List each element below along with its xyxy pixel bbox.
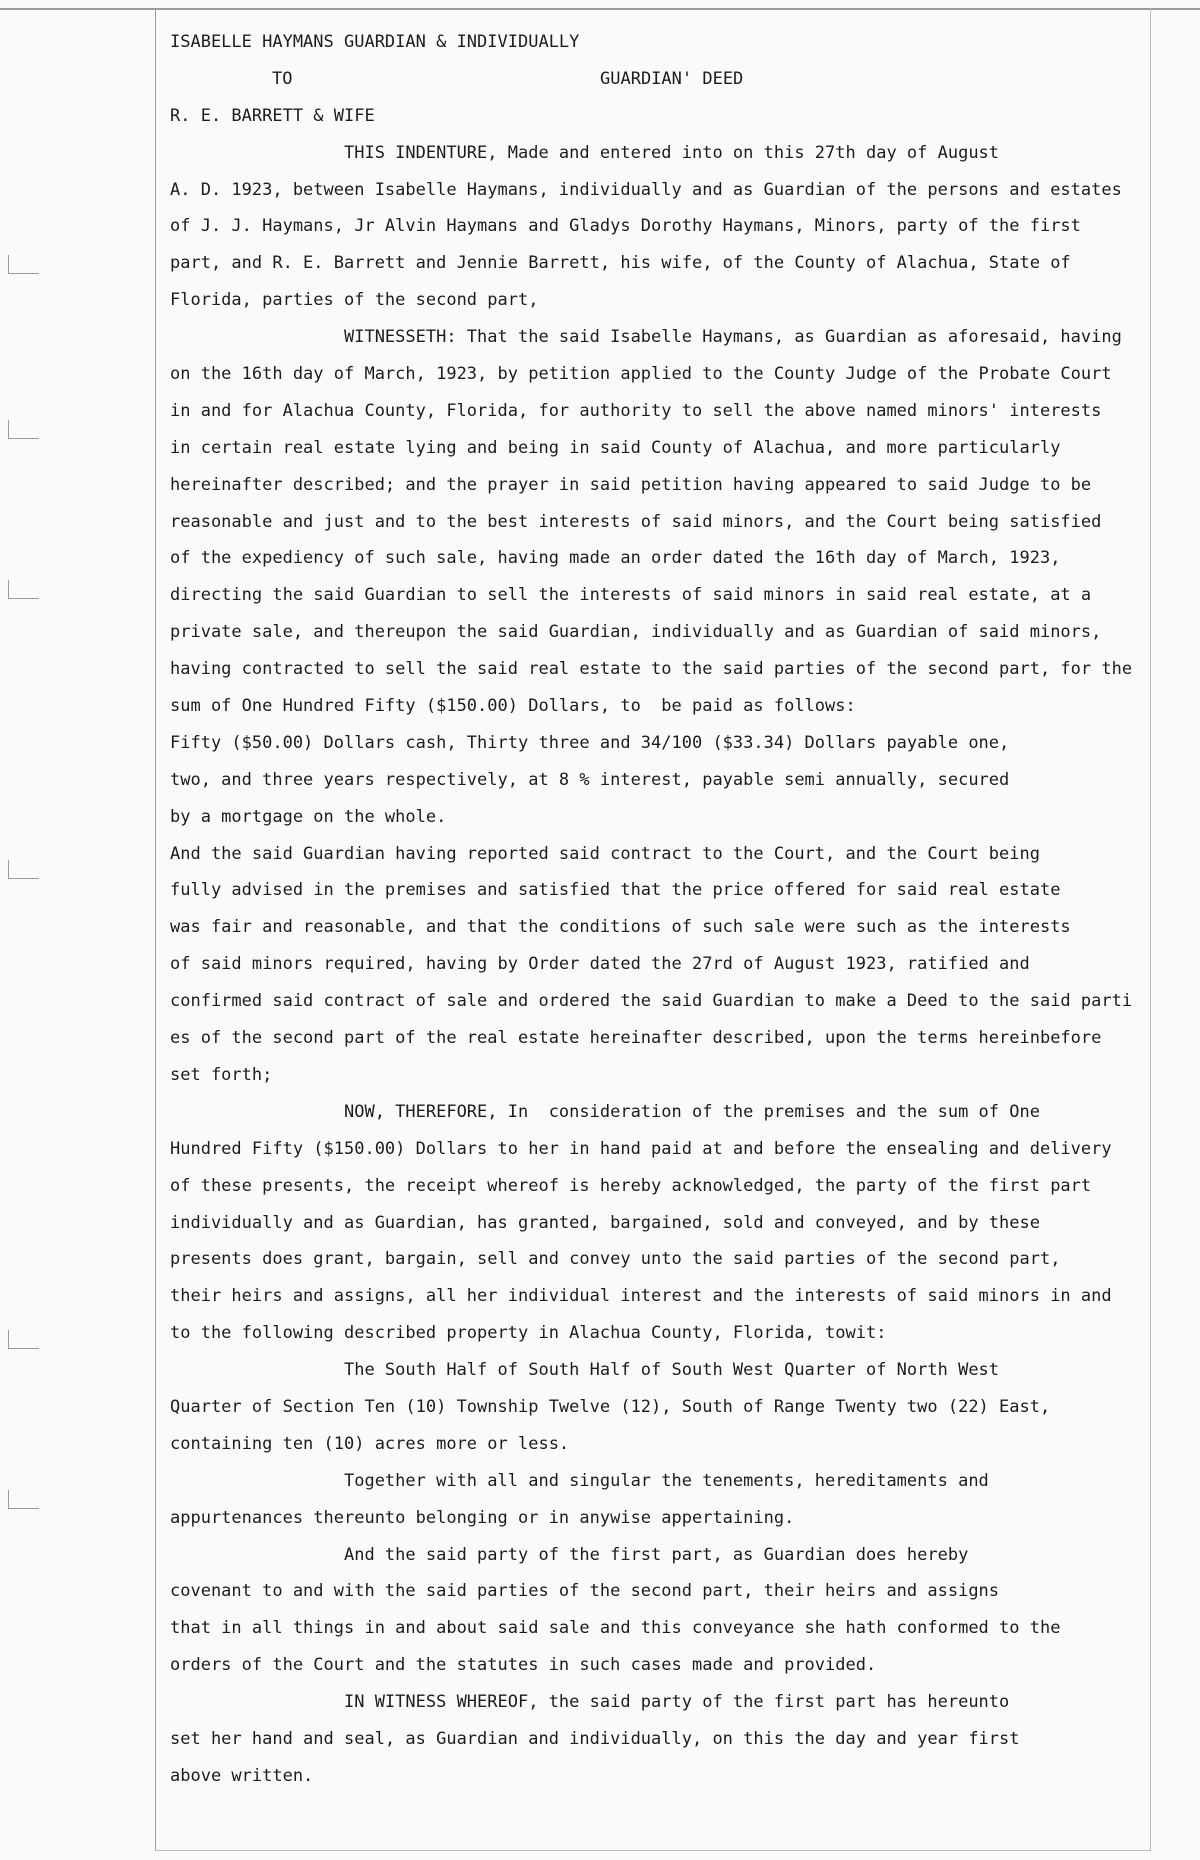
deed-text-line: on the 16th day of March, 1923, by petition applied to the County Judge of the Probate Court: [170, 364, 1112, 385]
deed-text-line: set her hand and seal, as Guardian and individually, on this the day and year first: [170, 1728, 1020, 1749]
deed-text-line: of said minors required, having by Order dated the 27rd of August 1923, ratified and: [170, 954, 1030, 975]
deed-text-line: And the said party of the first part, as Guardian does hereby: [170, 1544, 969, 1565]
margin-mark: [8, 420, 39, 439]
deed-text-line: Quarter of Section Ten (10) Township Twelve (12), South of Range Twenty two (22) East,: [170, 1396, 1051, 1417]
deed-text-line: part, and R. E. Barrett and Jennie Barrett, his wife, of the County of Alachua, State of: [170, 253, 1071, 274]
margin-mark: [8, 580, 39, 599]
deed-text-line: hereinafter described; and the prayer in said petition having appeared to said Judge to be: [170, 474, 1092, 495]
deed-text-line: private sale, and thereupon the said Guardian, individually and as Guardian of said minors,: [170, 622, 1102, 643]
deed-document: [170, 24, 1170, 1795]
top-border: [0, 8, 1200, 10]
left-margin-line: [155, 8, 156, 1850]
deed-text-line: was fair and reasonable, and that the conditions of such sale were such as the interests: [170, 917, 1071, 938]
deed-text-line: The South Half of South Half of South West Quarter of North West: [170, 1360, 1000, 1381]
deed-text-line: having contracted to sell the said real estate to the said parties of the second part, for the: [170, 659, 1133, 680]
deed-text-line: orders of the Court and the statutes in such cases made and provided.: [170, 1655, 877, 1676]
deed-text-line: by a mortgage on the whole.: [170, 806, 447, 827]
deed-text-line: their heirs and assigns, all her individual interest and the interests of said minors in and: [170, 1286, 1112, 1307]
deed-text-line: fully advised in the premises and satisfied that the price offered for said real estate: [170, 880, 1061, 901]
deed-text-line: two, and three years respectively, at 8 % interest, payable semi annually, secured: [170, 769, 1010, 790]
bottom-border: [155, 1850, 1151, 1851]
deed-text-line: WITNESSETH: That the said Isabelle Haymans, as Guardian as aforesaid, having: [170, 327, 1122, 348]
deed-text-line: confirmed said contract of sale and ordered the said Guardian to make a Deed to the said parti: [170, 991, 1133, 1012]
deed-text-line: directing the said Guardian to sell the interests of said minors in said real estate, at a: [170, 585, 1092, 606]
deed-text-line: Together with all and singular the tenements, hereditaments and: [170, 1470, 989, 1491]
deed-text-line: sum of One Hundred Fifty ($150.00) Dollars, to be paid as follows:: [170, 696, 856, 717]
deed-text-line: IN WITNESS WHEREOF, the said party of the first part has hereunto: [170, 1692, 1010, 1713]
deed-text-line: THIS INDENTURE, Made and entered into on this 27th day of August: [170, 142, 1000, 163]
deed-body: [170, 135, 1170, 1795]
deed-text-line: set forth;: [170, 1064, 273, 1085]
deed-text-line: of these presents, the receipt whereof is hereby acknowledged, the party of the first part: [170, 1175, 1092, 1196]
header-deed-type: GUARDIAN' DEED: [600, 68, 744, 89]
deed-text-line: Hundred Fifty ($150.00) Dollars to her in hand paid at and before the ensealing and delivery: [170, 1138, 1112, 1159]
deed-text-line: appurtenances thereunto belonging or in anywise appertaining.: [170, 1507, 795, 1528]
deed-text-line: of the expediency of such sale, having made an order dated the 16th day of March, 1923,: [170, 548, 1061, 569]
deed-text-line: containing ten (10) acres more or less.: [170, 1433, 570, 1454]
deed-text-line: in certain real estate lying and being in said County of Alachua, and more particularly: [170, 437, 1061, 458]
deed-text-line: to the following described property in Alachua County, Florida, towit:: [170, 1323, 887, 1344]
margin-mark: [8, 255, 39, 274]
deed-text-line: that in all things in and about said sale and this conveyance she hath conformed to the: [170, 1618, 1061, 1639]
deed-text-line: covenant to and with the said parties of the second part, their heirs and assigns: [170, 1581, 1000, 1602]
header-parties: ISABELLE HAYMANS GUARDIAN & INDIVIDUALLY: [170, 32, 580, 52]
deed-text-line: es of the second part of the real estate hereinafter described, upon the terms hereinbefore: [170, 1028, 1102, 1049]
deed-text-line: NOW, THEREFORE, In consideration of the premises and the sum of One: [170, 1101, 1040, 1122]
header-grantee: R. E. BARRETT & WIFE: [170, 105, 375, 126]
deed-text-line: of J. J. Haymans, Jr Alvin Haymans and Gladys Dorothy Haymans, Minors, party of the first: [170, 216, 1081, 237]
deed-text-line: in and for Alachua County, Florida, for authority to sell the above named minors' interests: [170, 400, 1102, 421]
header-to: TO: [272, 68, 293, 89]
deed-text-line: individually and as Guardian, has granted, bargained, sold and conveyed, and by these: [170, 1212, 1040, 1233]
deed-text-line: above written.: [170, 1765, 314, 1786]
margin-mark: [8, 1490, 39, 1509]
deed-text-line: reasonable and just and to the best interests of said minors, and the Court being satisfied: [170, 511, 1102, 532]
header-to-row: [170, 61, 1170, 98]
deed-text-line: Florida, parties of the second part,: [170, 290, 539, 311]
margin-mark: [8, 1330, 39, 1349]
deed-text-line: And the said Guardian having reported said contract to the Court, and the Court being: [170, 843, 1040, 864]
deed-text-line: presents does grant, bargain, sell and convey unto the said parties of the second part,: [170, 1249, 1061, 1270]
deed-text-line: Fifty ($50.00) Dollars cash, Thirty three and 34/100 ($33.34) Dollars payable one,: [170, 732, 1010, 753]
deed-text-line: A. D. 1923, between Isabelle Haymans, individually and as Guardian of the persons and estates: [170, 179, 1122, 200]
margin-mark: [8, 860, 39, 879]
